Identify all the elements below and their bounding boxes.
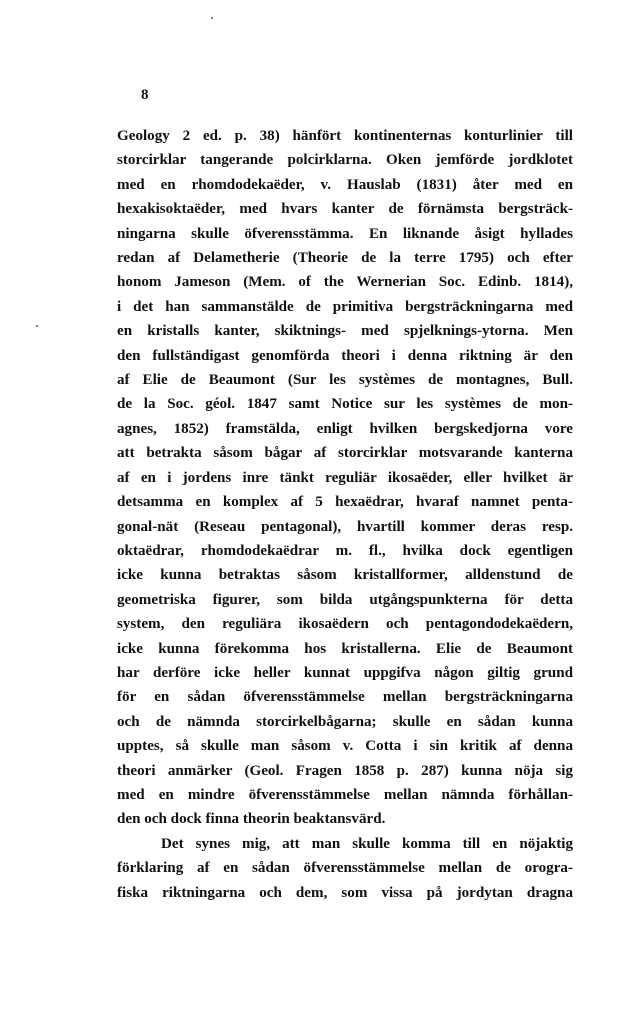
text-line: agnes, 1852) framstälda, enligt hvilken bergskedjorna vore [117,420,573,437]
print-speck [36,325,38,327]
text-line: att betrakta såsom bågar af storcirklar motsvarande kanterna [117,445,573,462]
text-line: gonal-nät (Reseau pentagonal), hvartill kommer deras resp. [117,518,573,535]
text-line: med en mindre öfverensstämmelse mellan nämnda förhållan- [117,786,573,803]
text-line: upptes, så skulle man såsom v. Cotta i sin kritik af denna [117,738,573,755]
text-line: redan af Delametherie (Theorie de la terre 1795) och efter [117,250,573,267]
text-line: storcirklar tangerande polcirklarna. Oken jemförde jordklotet [117,152,573,169]
text-line: den och dock finna theorin beaktansvärd. [117,811,386,828]
text-line: ningarna skulle öfverensstämma. En liknande åsigt hyllades [117,225,573,242]
text-line: en kristalls kanter, skiktnings- med spjelknings-ytorna. Men [117,323,573,340]
text-line: Det synes mig, att man skulle komma till en nöjaktig [161,835,573,852]
text-line: af Elie de Beaumont (Sur les systèmes de montagnes, Bull. [117,372,573,389]
text-line: för en sådan öfverensstämmelse mellan bergsträckningarna [117,689,573,706]
text-line: de la Soc. géol. 1847 samt Notice sur les systèmes de mon- [117,396,573,413]
text-line: och de nämnda storcirkelbågarna; skulle en sådan kunna [117,713,573,730]
text-line: system, den reguliära ikosaëdern och pentagondodekaëdern, [117,616,573,633]
text-line: oktaëdrar, rhomdodekaëdrar m. fl., hvilka dock egentligen [117,542,573,559]
text-line: den fullständigast genomförda theori i denna riktning är den [117,347,573,364]
print-speck [211,17,213,19]
text-line: fiska riktningarna och dem, som vissa på jordytan dragna [117,884,573,901]
text-line: har derföre icke heller kunnat uppgifva någon giltig grund [117,664,573,681]
text-line: i det han sammanstälde de primitiva bergsträckningarna med [117,298,573,315]
text-line: förklaring af en sådan öfverensstämmelse mellan de orogra- [117,860,573,877]
text-line: af en i jordens inre tänkt reguliär ikosaëder, eller hvilket är [117,469,573,486]
text-line: theori anmärker (Geol. Fragen 1858 p. 287) kunna nöja sig [117,762,573,779]
text-line: icke kunna förekomma hos kristallerna. Elie de Beaumont [117,640,573,657]
text-line: geometriska figurer, som bilda utgångspunkterna för detta [117,591,573,608]
page-number: 8 [141,87,149,103]
text-line: honom Jameson (Mem. of the Wernerian Soc. Edinb. 1814), [117,274,573,291]
body-text [117,124,573,905]
text-line: icke kunna betraktas såsom kristallformer, alldenstund de [117,567,573,584]
text-line: med en rhomdodekaëder, v. Hauslab (1831) åter med en [117,176,573,193]
text-line: Geology 2 ed. p. 38) hänfört kontinenternas konturlinier till [117,128,573,144]
text-line: detsamma en komplex af 5 hexaëdrar, hvaraf namnet penta- [117,494,573,511]
text-line: hexakisoktaëder, med hvars kanter de förnämsta bergsträck- [117,201,573,218]
